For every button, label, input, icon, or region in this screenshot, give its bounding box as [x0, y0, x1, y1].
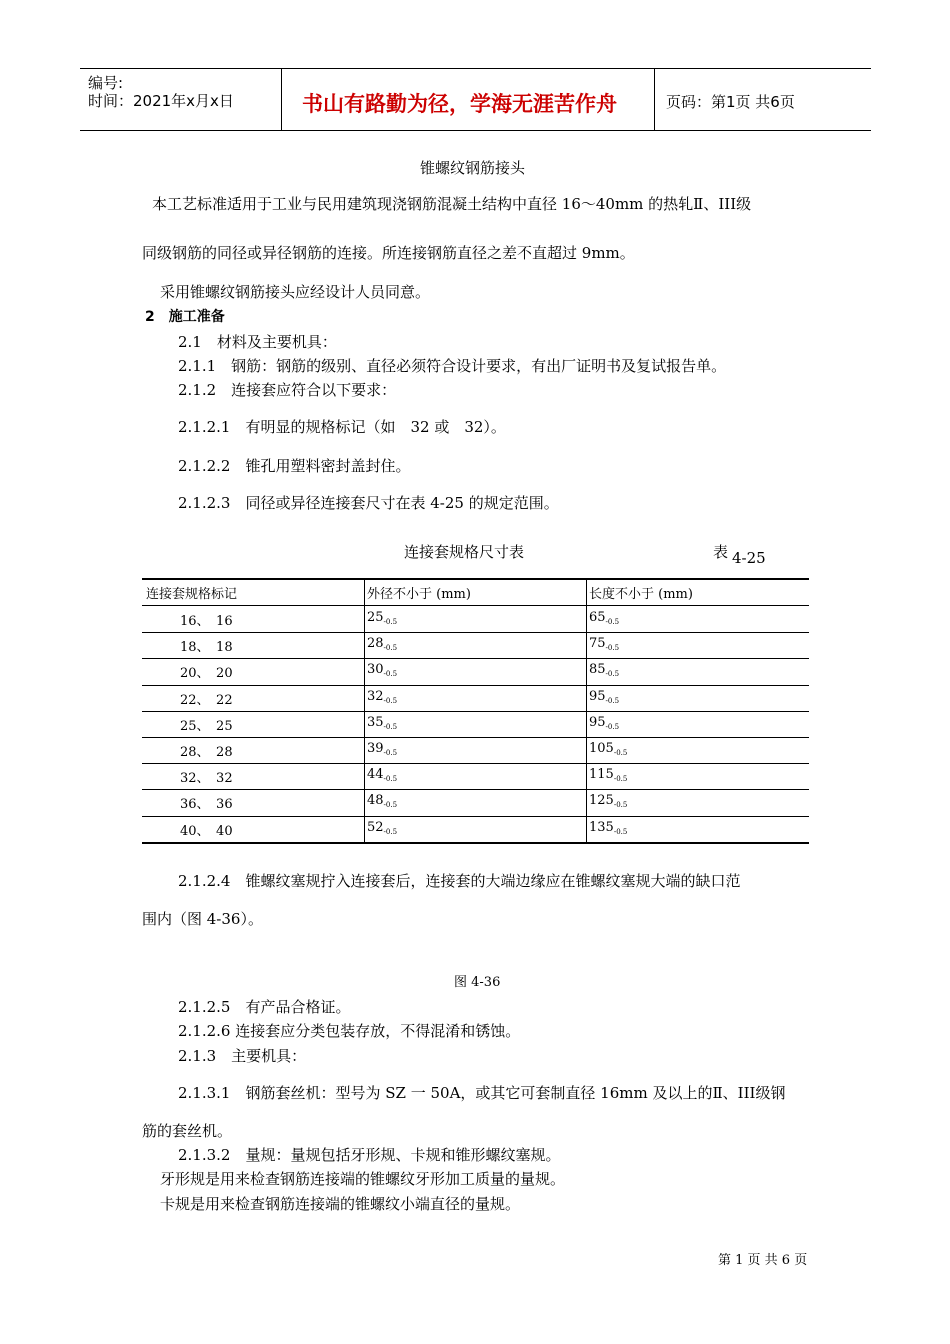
table-cell-outer-diameter [367, 741, 397, 757]
cell-value: 135 [589, 820, 614, 835]
tolerance-subscript: -0.5 [613, 775, 628, 783]
document-title: 锥螺纹钢筋接头 [420, 159, 526, 177]
tolerance-subscript: -0.5 [383, 644, 398, 652]
table-cell-outer-diameter [367, 767, 397, 783]
table-number-label: 表 [713, 543, 729, 561]
table-cell-spec: 36、 36 [180, 797, 233, 812]
table-cell-length [589, 741, 627, 757]
cell-value: 95 [589, 689, 606, 704]
header-page-info: 页码：第1页 共6页 [666, 93, 795, 111]
tolerance-subscript: -0.5 [605, 644, 620, 652]
table-cell-spec: 18、 18 [180, 640, 233, 655]
tolerance-subscript: -0.5 [383, 749, 398, 757]
intro-paragraph-cont: 同级钢筋的同径或异径钢筋的连接。所连接钢筋直径之差不直超过 9mm。 [142, 244, 635, 262]
section-2-1-3-1: 2.1.3.1 钢筋套丝机：型号为 SZ 一 50A，或其它可套制直径 16mm 及以上的Ⅱ、III级钢 [178, 1084, 786, 1102]
table-cell-length [589, 820, 627, 836]
table-cell-spec: 22、 22 [180, 693, 233, 708]
tolerance-subscript: -0.5 [383, 670, 398, 678]
section-2-1-2: 2.1.2 连接套应符合以下要求： [178, 381, 397, 399]
header-divider [654, 69, 655, 130]
cell-value: 75 [589, 636, 606, 651]
tolerance-subscript: -0.5 [383, 775, 398, 783]
cell-value: 52 [367, 820, 384, 835]
tolerance-subscript: -0.5 [605, 618, 620, 626]
table-row-rule [142, 789, 809, 790]
tolerance-subscript: -0.5 [613, 828, 628, 836]
table-row-rule [142, 737, 809, 738]
table-cell-length [589, 636, 619, 652]
cell-value: 115 [589, 767, 614, 782]
snap-gauge-paragraph: 卡规是用来检查钢筋连接端的锥螺纹小端直径的量规。 [160, 1195, 521, 1213]
cell-value: 95 [589, 715, 606, 730]
table-cell-outer-diameter [367, 715, 397, 731]
tolerance-subscript: -0.5 [383, 618, 398, 626]
tolerance-subscript: -0.5 [383, 723, 398, 731]
cell-value: 125 [589, 793, 614, 808]
table-cell-length [589, 662, 619, 678]
table-cell-spec: 40、 40 [180, 824, 233, 839]
time-label: 时间：2021年x月x日 [88, 92, 234, 110]
table-header-rule [142, 605, 809, 606]
table-cell-length [589, 715, 619, 731]
tolerance-subscript: -0.5 [383, 828, 398, 836]
section-2-1-3: 2.1.3 主要机具： [178, 1047, 307, 1065]
cell-value: 32 [367, 689, 384, 704]
cell-value: 30 [367, 662, 384, 677]
table-title: 连接套规格尺寸表 [404, 543, 525, 561]
tolerance-subscript: -0.5 [605, 723, 620, 731]
tolerance-subscript: -0.5 [613, 801, 628, 809]
header-divider [281, 69, 282, 130]
table-cell-spec: 20、 20 [180, 666, 233, 681]
section-2-1-2-3: 2.1.2.3 同径或异径连接套尺寸在表 4-25 的规定范围。 [178, 494, 559, 512]
table-cell-spec: 16、 16 [180, 614, 233, 629]
section-2-1-3-1-cont: 筋的套丝机。 [142, 1122, 233, 1140]
tolerance-subscript: -0.5 [613, 749, 628, 757]
table-row-rule [142, 816, 809, 817]
cell-value: 35 [367, 715, 384, 730]
table-row-rule [142, 632, 809, 633]
cell-value: 25 [367, 610, 384, 625]
table-cell-spec: 25、 25 [180, 719, 233, 734]
cell-value: 105 [589, 741, 614, 756]
cell-value: 39 [367, 741, 384, 756]
section-2-1-2-4: 2.1.2.4 锥螺纹塞规拧入连接套后，连接套的大端边缘应在锥螺纹塞规大端的缺口范 [178, 872, 741, 890]
table-cell-outer-diameter [367, 636, 397, 652]
table-header-cell: 连接套规格标记 [146, 587, 238, 602]
header-motto: 书山有路勤为径，学海无涯苦作舟 [302, 92, 617, 116]
section-2-1-2-2: 2.1.2.2 锥孔用塑料密封盖封住。 [178, 457, 411, 475]
table-top-rule [142, 578, 809, 580]
section-2-1-2-6: 2.1.2.6 连接套应分类包装存放，不得混淆和锈蚀。 [178, 1022, 521, 1040]
section-2-1-3-2: 2.1.3.2 量规：量规包括牙形规、卡规和锥形螺纹塞规。 [178, 1146, 561, 1164]
table-cell-spec: 32、 32 [180, 771, 233, 786]
section-2-1-2-5: 2.1.2.5 有产品合格证。 [178, 998, 351, 1016]
table-cell-outer-diameter [367, 820, 397, 836]
tolerance-subscript: -0.5 [383, 801, 398, 809]
table-cell-outer-diameter [367, 662, 397, 678]
table-cell-outer-diameter [367, 793, 397, 809]
table-cell-length [589, 610, 619, 626]
tolerance-subscript: -0.5 [605, 670, 620, 678]
table-cell-outer-diameter [367, 610, 397, 626]
cell-value: 48 [367, 793, 384, 808]
section-2-1-2-4-cont: 围内（图 4-36）。 [142, 910, 263, 928]
table-row-rule [142, 711, 809, 712]
section-2-1: 2.1 材料及主要机具： [178, 333, 337, 351]
table-cell-length [589, 689, 619, 705]
tolerance-subscript: -0.5 [605, 697, 620, 705]
section-heading: 2 施工准备 [145, 309, 225, 325]
table-row-rule [142, 763, 809, 764]
table-row-rule [142, 658, 809, 659]
page-header [80, 68, 871, 131]
figure-caption: 图 4-36 [454, 975, 501, 990]
table-row-rule [142, 685, 809, 686]
table-header-cell: 长度不小于 (mm) [589, 587, 693, 602]
cell-value: 65 [589, 610, 606, 625]
table-cell-length [589, 767, 627, 783]
table-header-cell: 外径不小于 (mm) [367, 587, 471, 602]
serial-label: 编号: [88, 74, 124, 92]
table-cell-spec: 28、 28 [180, 745, 233, 760]
intro-paragraph: 本工艺标准适用于工业与民用建筑现浇钢筋混凝土结构中直径 16～40mm 的热轧Ⅱ、III级 [152, 195, 752, 213]
section-2-1-1: 2.1.1 钢筋：钢筋的级别、直径必须符合设计要求，有出厂证明书及复试报告单。 [178, 357, 727, 375]
section-2-1-2-1: 2.1.2.1 有明显的规格标记（如 32 或 32）。 [178, 418, 506, 436]
table-bottom-rule [142, 842, 809, 844]
footer-page-info: 第 1 页 共 6 页 [718, 1253, 808, 1268]
cell-value: 28 [367, 636, 384, 651]
table-cell-length [589, 793, 627, 809]
intro-approval: 采用锥螺纹钢筋接头应经设计人员同意。 [160, 283, 431, 301]
table-number: 4-25 [732, 549, 766, 567]
table-cell-outer-diameter [367, 689, 397, 705]
thread-gauge-paragraph: 牙形规是用来检查钢筋连接端的锥螺纹牙形加工质量的量规。 [160, 1170, 566, 1188]
cell-value: 44 [367, 767, 384, 782]
tolerance-subscript: -0.5 [383, 697, 398, 705]
cell-value: 85 [589, 662, 606, 677]
